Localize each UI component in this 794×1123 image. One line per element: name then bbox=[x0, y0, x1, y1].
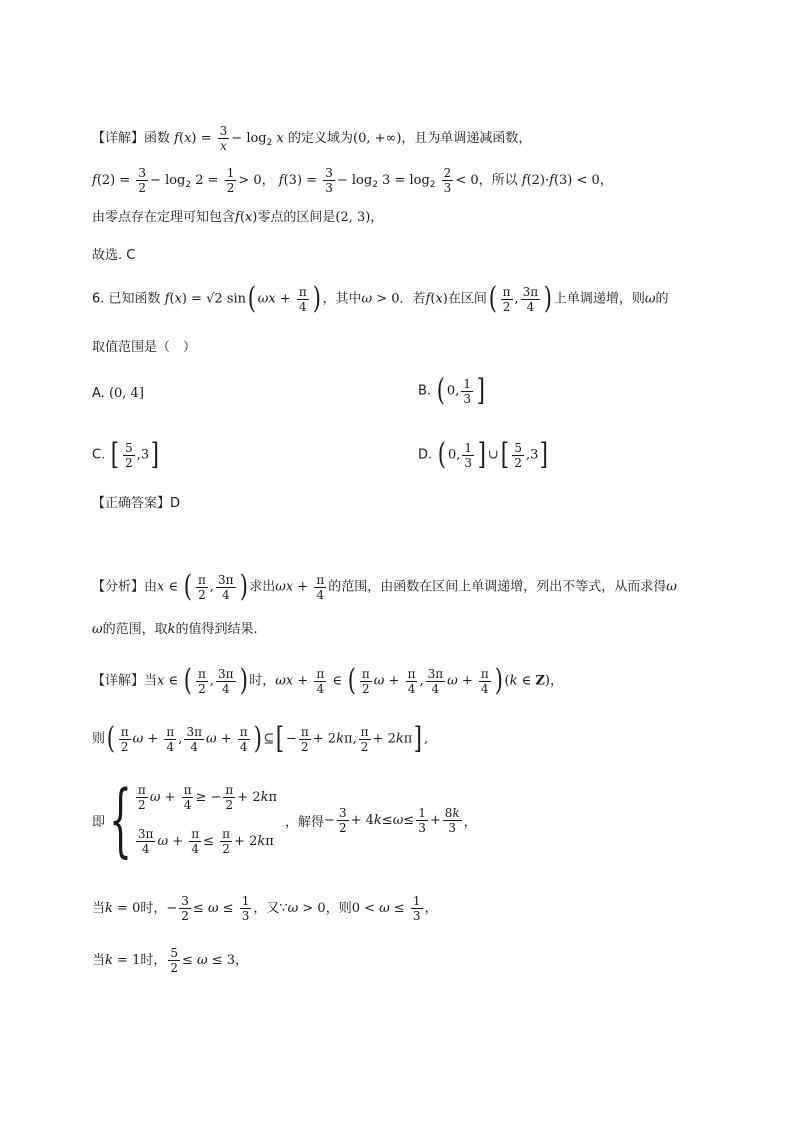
option-d: D. ( 0, $\frac{1}{3}$ ] ∪[ $\frac{5}{2}$ ,3] bbox=[418, 437, 549, 472]
analysis-line-2: ω的范围，取k的值得到结果. bbox=[92, 622, 258, 637]
option-c: C. [ $\frac{5}{2}$ ,3] bbox=[92, 437, 160, 472]
correct-answer: 【正确答案】D bbox=[92, 496, 181, 511]
question-6: 6. 已知函数 f(x) = √2 sin( ωx + $\frac{\pi}{4}$ ) ，其中ω > 0．若f(x)在区间( $\frac{\pi}{2}$ , $\frac{3\pi}{4}$ ) 上单调递增，则ω的 bbox=[92, 281, 669, 316]
detail2-line-1: 【详解】当x ∈ ( $\frac{\pi}{2}$ , $\frac{3\pi}{4}$ ) 时，ωx + $\frac{\pi}{4}$ ∈ ( $\frac{\pi}{2}$ ω + $\frac{\pi}{4}$ , $\frac{3\pi}{4}$ ω + $\frac{\pi}{4}$ ) (k ∈ Z)， bbox=[92, 663, 563, 698]
detail-line-1: 【详解】函数 f(x) = $\frac{3}{x}$ − $\log_2 x$ 的定义域为(0, +∞)，且为单调递减函数， bbox=[92, 124, 532, 153]
calc-line: f(2) = $\frac{3}{2}$ − $\log_2 2$ = $\frac{1}{2}$ > 0， f(3) = $\frac{3}{3}$ − $\log_2 3 = \log_2$ $\frac{2}{3}$ < 0，所以 f(2)·f(3) < 0， bbox=[92, 166, 613, 195]
question-6-line2: 取值范围是（ ） bbox=[92, 340, 197, 355]
zero-theorem-line: 由零点存在定理可知包含f(x)零点的区间是(2, 3)， bbox=[92, 210, 384, 225]
option-b: B. ( 0, $\frac{1}{3}$ ] bbox=[418, 373, 485, 408]
option-a: A. (0, 4] bbox=[92, 386, 144, 401]
inequality-system: 即 { $\frac{\pi}{2}$ ω + $\frac{\pi}{4}$ ≥ − $\frac{\pi}{2}$ + 2kπ $\frac{3\pi}{4}$ ω + $\frac{\pi}{4}$ ≤ $\frac{\pi}{2}$ + 2kπ ，解得 − $\frac{3}{2}$ + 4 k ≤ ω ≤ $\frac{1}{3}$ + $\frac{8k}{3}$ ， bbox=[92, 773, 477, 866]
detail-tag: 【详解】 bbox=[92, 131, 145, 146]
analysis-line-1: 【分析】由x ∈ ( $\frac{\pi}{2}$ , $\frac{3\pi}{4}$ ) 求出ωx + $\frac{\pi}{4}$ 的范围，由函数在区间上单调递增，列出不等式，从而求得ω bbox=[92, 569, 677, 604]
detail2-line-2: 则( $\frac{\pi}{2}$ ω + $\frac{\pi}{4}$ , $\frac{3\pi}{4}$ ω + $\frac{\pi}{4}$ ) ⊆[ − $\frac{\pi}{2}$ + 2kπ, $\frac{\pi}{2}$ + 2kπ] , bbox=[92, 721, 429, 756]
choose-line: 故选. C bbox=[92, 248, 136, 263]
case-k1: 当k = 1时， $\frac{5}{2}$ ≤ ω ≤ 3， bbox=[92, 946, 249, 975]
case-k0: 当k = 0时，− $\frac{3}{2}$ ≤ ω ≤ $\frac{1}{3}$ ，又∵ω > 0，则0 < ω ≤ $\frac{1}{3}$ ， bbox=[92, 894, 438, 923]
